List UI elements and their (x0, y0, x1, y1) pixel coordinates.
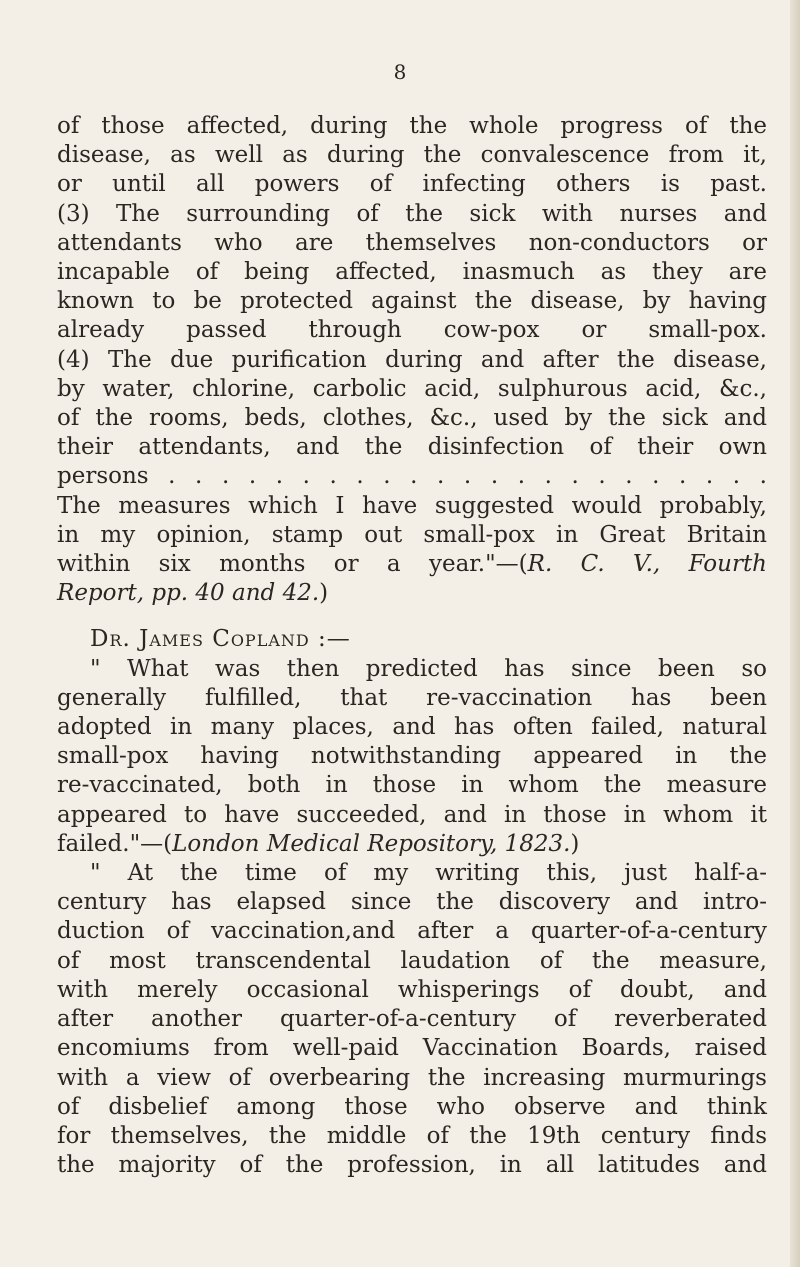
citation-open: ( (518, 551, 528, 578)
text-line: encomiums from well-paid Vaccination Boards, raised (57, 1035, 767, 1062)
text-line: of disbelief among those who observe and think (57, 1093, 767, 1120)
text-line: by water, chlorine, carbolic acid, sulphurous acid, &c., (57, 375, 767, 402)
citation-italic: R. C. V., Fourth (527, 551, 767, 578)
citation-line (57, 579, 767, 608)
citation-italic: London Medical Repository, 1823. (172, 830, 571, 857)
text-line: after another quarter-of-a-century of reverberated (57, 1006, 767, 1033)
text-line: century has elapsed since the discovery and intro- (57, 889, 767, 916)
text-line: generally fulfilled, that re-vaccination has been (57, 684, 767, 711)
speaker-heading: Dr. James Copland :— (90, 626, 351, 653)
spacer (57, 608, 767, 625)
text-line: (3) The surrounding of the sick with nurses and (57, 200, 767, 227)
text-line: or until all powers of infecting others is past. (57, 171, 767, 198)
text-line: for themselves, the middle of the 19th century finds (57, 1122, 767, 1149)
text-line: (4) The due purification during and after the disease, (57, 346, 767, 373)
page-number: 8 (393, 60, 407, 84)
text-line: " What was then predicted has since been so (90, 655, 767, 682)
text-line: already passed through cow-pox or small-pox. (57, 317, 767, 344)
text-line: of those affected, during the whole progress of the (57, 113, 767, 139)
text-line: duction of vaccination,and after a quarter-of-a-century (57, 918, 767, 945)
citation-prefix: failed."—( (57, 830, 173, 857)
text-line: of most transcendental laudation of the measure, (57, 947, 767, 974)
citation-italic-line: Report, pp. 40 and 42. (57, 580, 320, 607)
text-line: appeared to have succeeded, and in those in whom it (57, 801, 767, 828)
text-line: attendants who are themselves non-conductors or (57, 229, 767, 256)
citation-close: ) (319, 580, 329, 607)
text-fragment: within six months or a year."— (57, 551, 519, 578)
text-line: with merely occasional whisperings of doubt, and (57, 976, 767, 1003)
page-body (57, 112, 767, 1180)
text-line: disease, as well as during the convalescence from it, (57, 142, 767, 169)
paragraph-block-2 (57, 655, 767, 830)
text-line: small-pox having notwithstanding appeared in the (57, 743, 767, 770)
text-line: re-vaccinated, both in those in whom the measure (57, 772, 767, 799)
citation-close: ) (570, 830, 580, 857)
text-line: persons . . . . . . . . . . . . . . . . . . . . . . . (57, 463, 767, 490)
text-line: the majority of the profession, in all latitudes and (57, 1152, 767, 1179)
text-line: known to be protected against the disease, by having (57, 288, 767, 315)
paragraph-block-1 (57, 112, 767, 579)
text-line: with a view of overbearing the increasing murmurings (57, 1064, 767, 1091)
citation-line (57, 830, 767, 859)
text-line-with-citation (57, 550, 767, 579)
text-line: in my opinion, stamp out small-pox in Great Britain (57, 521, 767, 548)
text-line: of the rooms, beds, clothes, &c., used by the sick and (57, 405, 767, 432)
paragraph-block-3 (57, 859, 767, 1180)
text-line: adopted in many places, and has often failed, natural (57, 714, 767, 741)
text-line: " At the time of my writing this, just half-a- (90, 860, 767, 887)
page-edge (790, 0, 800, 1267)
text-line: their attendants, and the disinfection of their own (57, 434, 767, 461)
text-line: The measures which I have suggested would probably, (57, 492, 767, 519)
text-line: incapable of being affected, inasmuch as they are (57, 259, 767, 286)
